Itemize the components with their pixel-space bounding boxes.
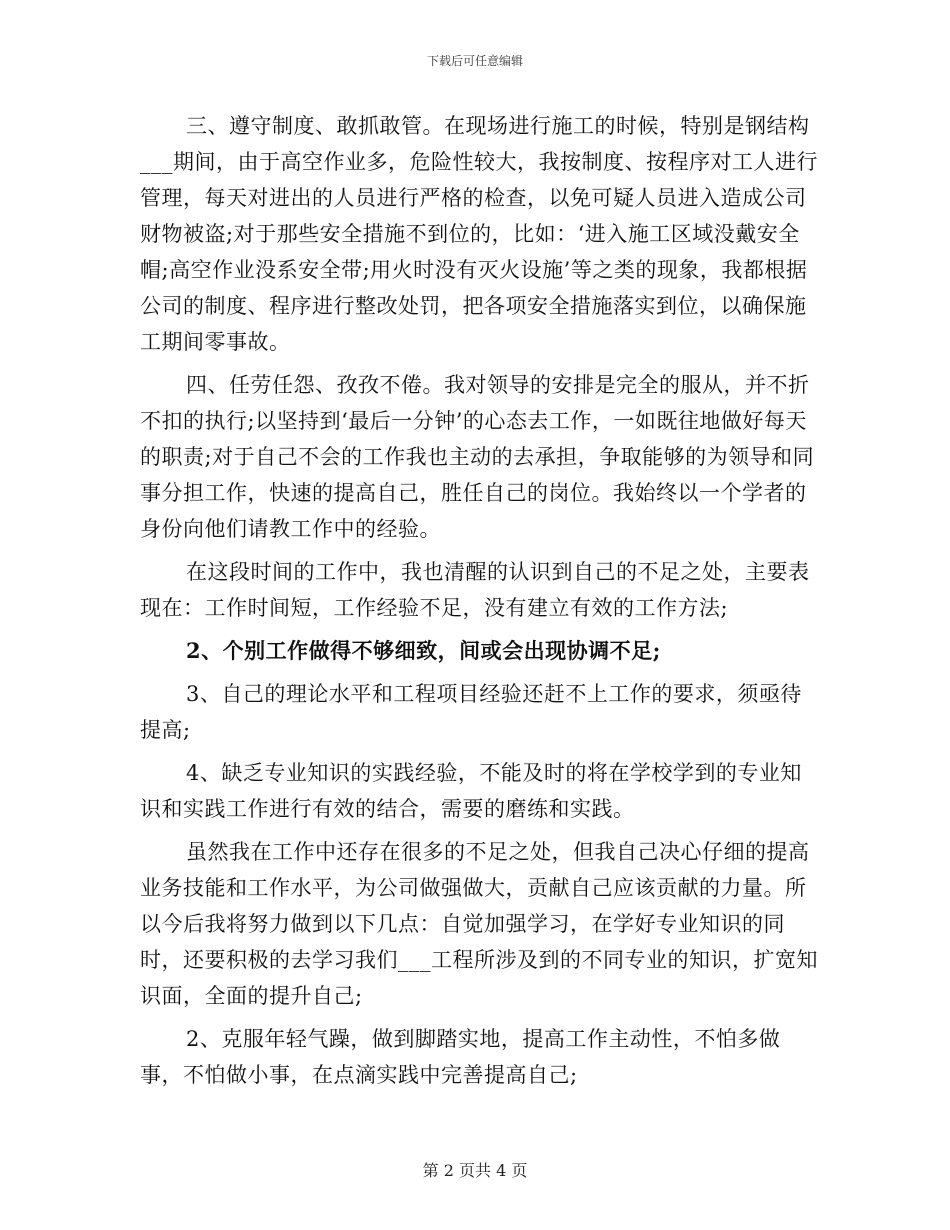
paragraph-resolution: 虽然我在工作中还存在很多的不足之处，但我自己决心仔细的提高业务技能和工作水平，为公司做强做大，贡献自己应该贡献的力量。所以今后我将努力做到以下几点：自觉加强学习，在学好专业知识的同时，还要积极的去学习我们___工程所涉及到的不同专业的知识，扩宽知识面，全面的提升自己;	[140, 840, 818, 1008]
paragraph-section-three: 三、遵守制度、敢抓敢管。在现场进行施工的时候，特别是钢结构___期间，由于高空作业多，危险性较大，我按制度、按程序对工人进行管理，每天对进出的人员进行严格的检查，以免可疑人员进入造成公司财物被盗;对于那些安全措施不到位的，比如：‘进入施工区域没戴安全帽;高空作业没系安全带;用火时没有灭火设施’等之类的现象，我都根据公司的制度、程序进行整改处罚，把各项安全措施落实到位，以确保施工期间零事故。	[140, 114, 818, 354]
page-header: 下载后可任意编辑	[426, 54, 523, 68]
paragraph-section-four: 四、任劳任怨、孜孜不倦。我对领导的安排是完全的服从，并不折不扣的执行;以坚持到‘最后一分钟’的心态去工作，一如既往地做好每天的职责;对于自己不会的工作我也主动的去承担，争取能够的为领导和同事分担工作，快速的提高自己，胜任自己的岗位。我始终以一个学者的身份向他们请教工作中的经验。	[140, 373, 815, 541]
paragraph-shortcoming-3: 3、自己的理论水平和工程项目经验还赶不上工作的要求，须亟待提高;	[140, 682, 802, 742]
paragraph-shortcoming-4: 4、缺乏专业知识的实践经验，不能及时的将在学校学到的专业知识和实践工作进行有效的结合，需要的磨练和实践。	[140, 761, 802, 821]
paragraph-plan-2: 2、克服年轻气躁，做到脚踏实地，提高工作主动性，不怕多做事，不怕做小事，在点滴实践中完善提高自己;	[140, 1027, 781, 1087]
page-footer: 第 2 页共 4 页	[422, 1161, 528, 1180]
paragraph-shortcomings-intro: 在这段时间的工作中，我也清醒的认识到自己的不足之处，主要表现在：工作时间短，工作经验不足，没有建立有效的工作方法;	[140, 560, 810, 620]
document-body	[140, 108, 820, 1100]
paragraph-shortcoming-2: 2、个别工作做得不够细致，间或会出现协调不足;	[186, 638, 661, 663]
